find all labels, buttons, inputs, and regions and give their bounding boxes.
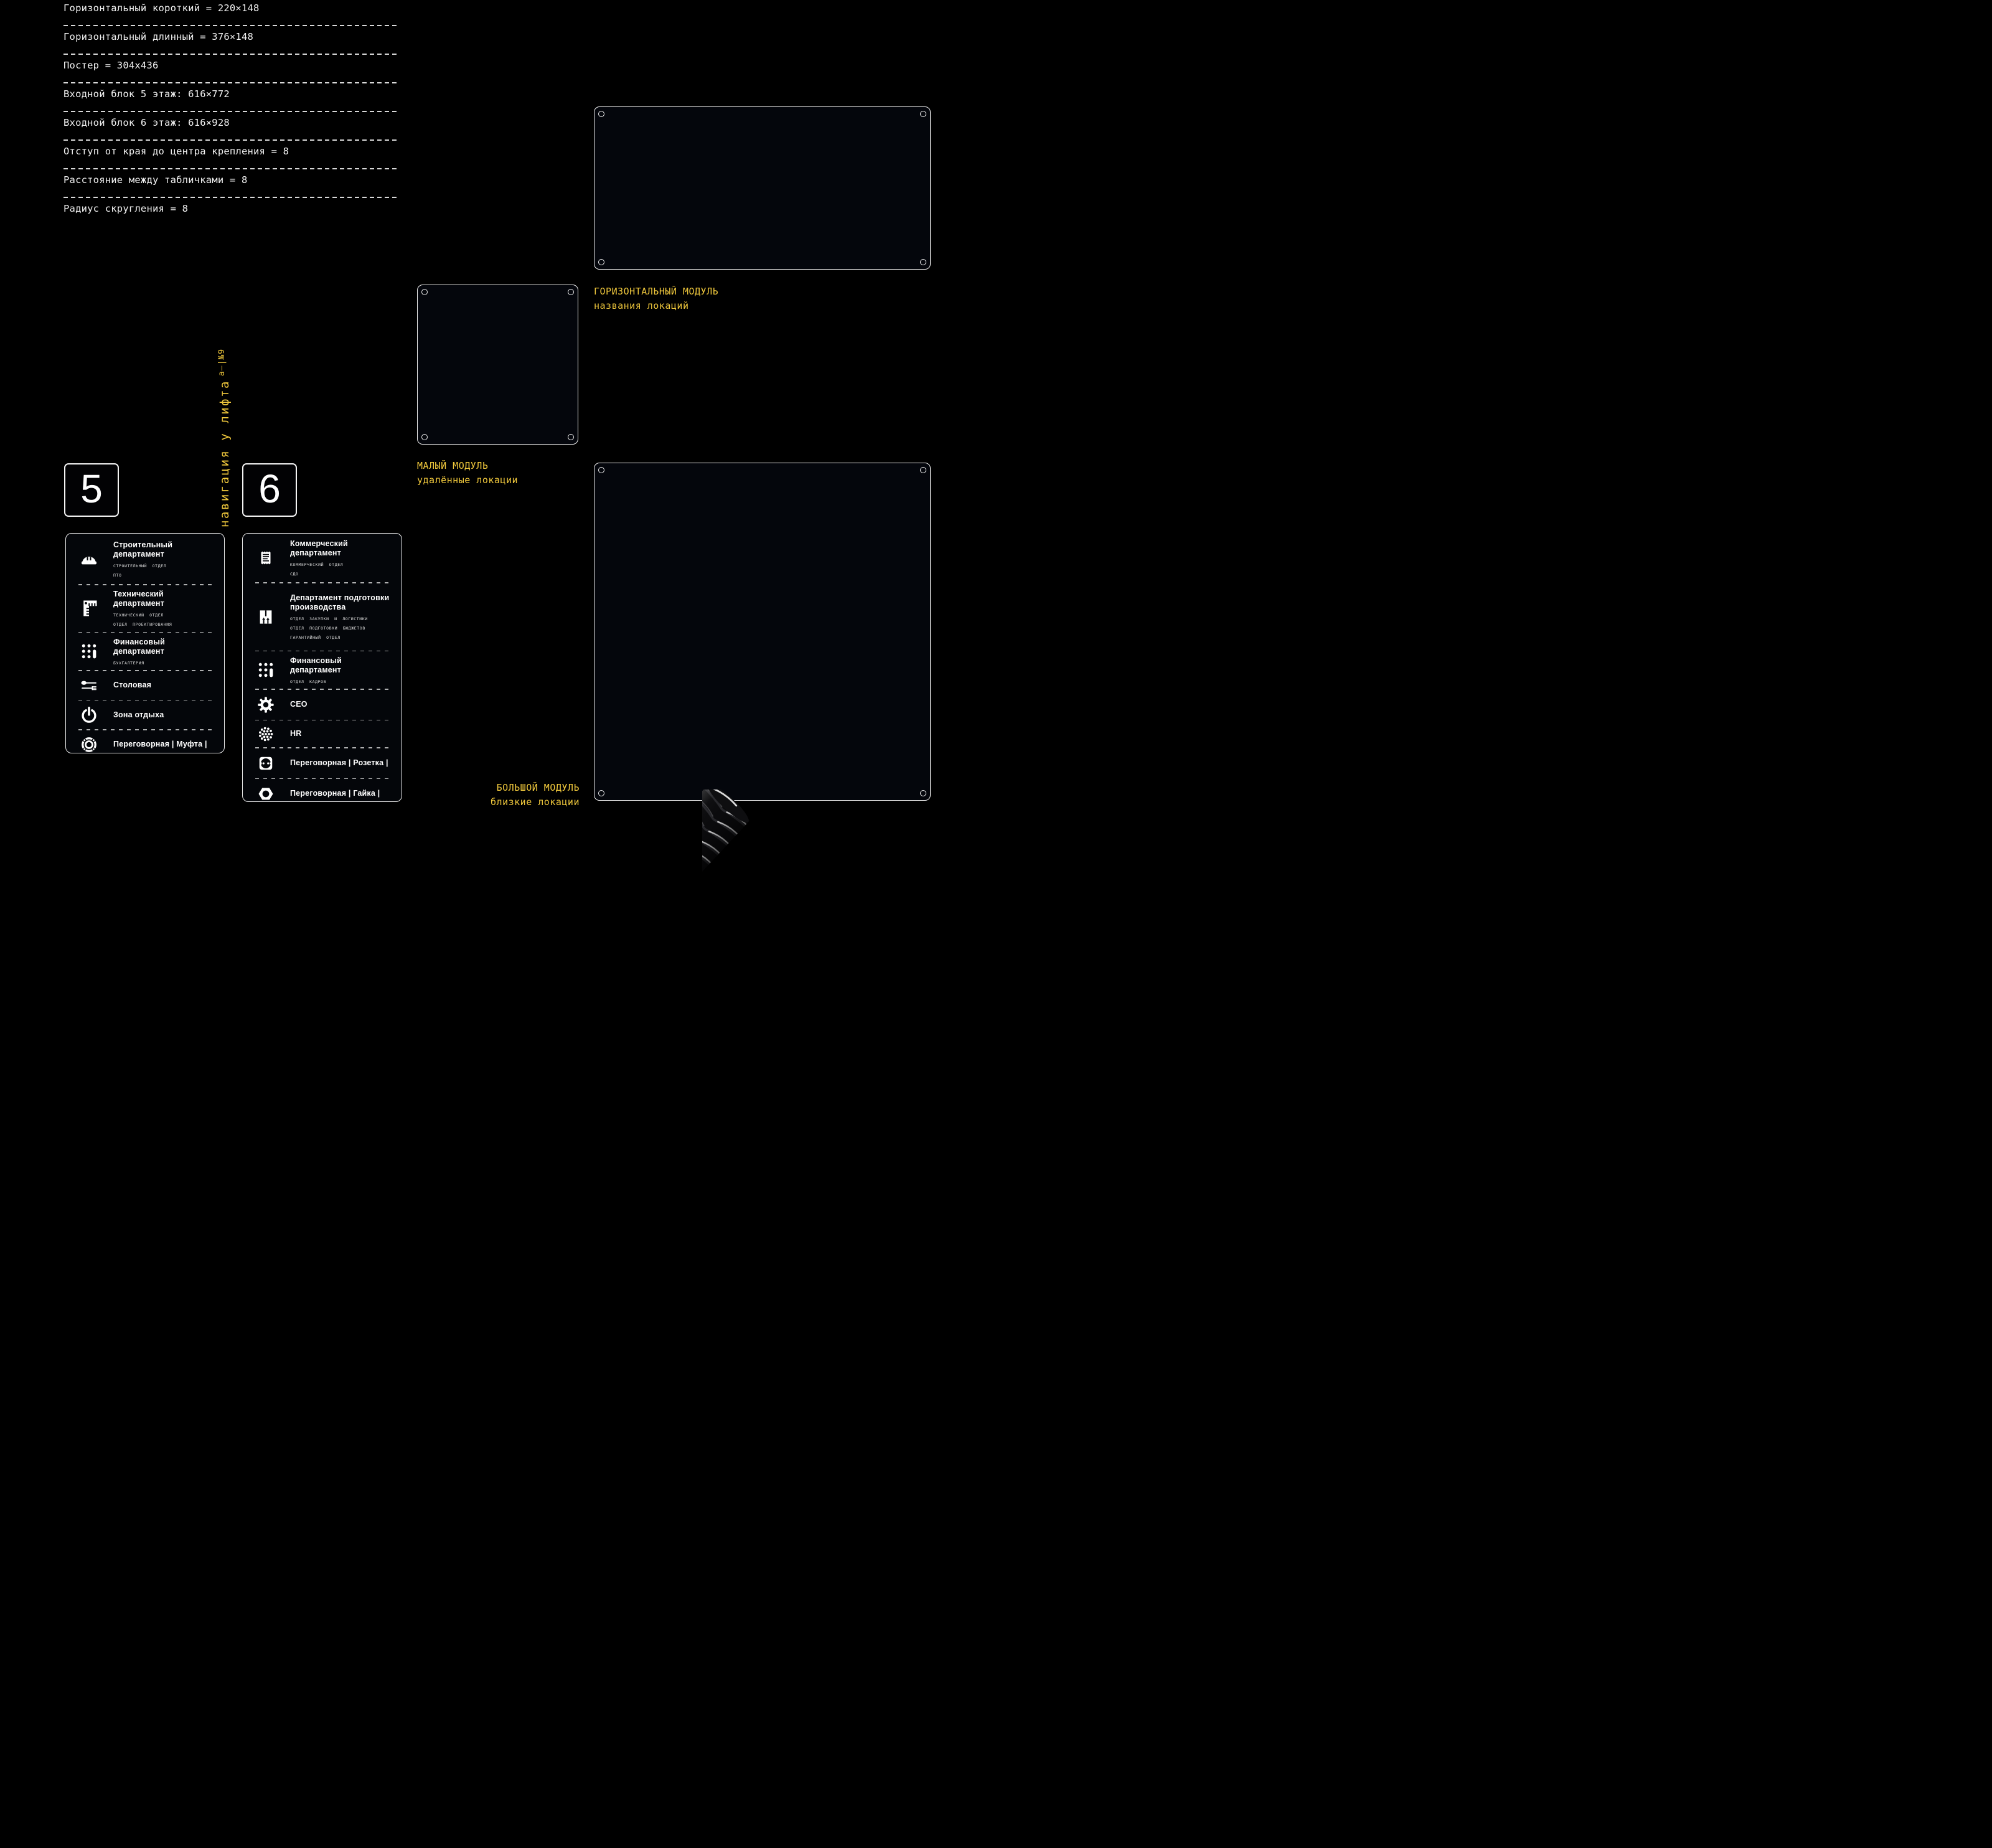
directory-title: Переговорная | Муфта | — [113, 740, 207, 748]
directory-row — [66, 633, 224, 670]
directory-row — [66, 585, 224, 632]
mounting-hole — [920, 259, 926, 265]
floor-plate-6 — [242, 463, 297, 517]
spec-line: Расстояние между табличками = 8 — [63, 174, 248, 186]
mounting-hole — [568, 434, 574, 440]
spec-line: Входной блок 5 этаж: 616×772 — [63, 88, 230, 100]
elevator-nav-label-text: навигация у лифта — [218, 380, 232, 527]
mounting-hole — [421, 289, 428, 295]
directory-row — [243, 690, 402, 720]
directory-sublabel: ПТО — [113, 572, 122, 578]
directory-sublabel: ОТДЕЛ ПОДГОТОВКИ БЮДЖЕТОВ — [290, 626, 365, 631]
hardhat-icon — [80, 550, 98, 568]
directory-row — [66, 534, 224, 584]
floor-plate-5 — [64, 463, 119, 517]
mounting-hole — [598, 111, 604, 117]
directory-sublabel: СДО — [290, 572, 299, 577]
directory-title: Зона отдыха — [113, 710, 164, 719]
directory-row — [66, 730, 224, 754]
mounting-hole — [568, 289, 574, 295]
directory-sublabel: ОТДЕЛ КАДРОВ — [290, 679, 327, 684]
dashed-separator — [63, 82, 400, 83]
power-icon — [80, 705, 98, 724]
directory-title: CEO — [290, 700, 308, 709]
directory-sublabel: БУХГАЛТЕРИЯ — [113, 660, 144, 666]
ruler-square-icon — [80, 599, 98, 618]
directory-row — [243, 534, 402, 582]
mounting-hole — [920, 467, 926, 473]
module-subtitle: близкие локации — [491, 796, 580, 808]
directory-row — [243, 651, 402, 689]
spec-line: Радиус скругления = 8 — [63, 203, 189, 214]
directory-title: Переговорная | Гайка | — [290, 789, 380, 798]
dashed-separator — [63, 139, 400, 141]
directory-row — [243, 583, 402, 651]
abacus-icon — [256, 661, 275, 679]
directory-title: Финансовый департамент — [290, 656, 342, 674]
spec-line: Постер = 304x436 — [63, 60, 159, 71]
directory-sublabel: КОММЕРЧЕСКИЙ ОТДЕЛ — [290, 562, 344, 567]
mounting-hole — [598, 259, 604, 265]
directory-title: Коммерческий департамент — [290, 539, 348, 557]
cutlery-icon — [80, 676, 98, 695]
plate-number: 6 — [258, 466, 281, 511]
dashed-separator — [63, 25, 400, 26]
mounting-hole — [421, 434, 428, 440]
receipt-icon — [256, 549, 275, 567]
directory-row — [243, 748, 402, 778]
directory-title: Технический департамент — [113, 590, 165, 608]
directory-title: Переговорная | Розетка | — [290, 758, 388, 767]
mounting-hole — [598, 790, 604, 796]
dashed-separator — [63, 168, 400, 169]
directory-sublabel: ТЕХНИЧЕСКИЙ ОТДЕЛ — [113, 613, 164, 618]
floor5-directory-panel — [65, 533, 225, 753]
dashed-separator — [63, 111, 400, 112]
directory-sublabel: ОТДЕЛ ПРОЕКТИРОВАНИЯ — [113, 622, 172, 627]
module-subtitle: названия локаций — [594, 300, 689, 311]
directory-title: Финансовый департамент — [113, 637, 166, 656]
people-dots-icon — [256, 725, 275, 743]
directory-title: Строительный департамент — [113, 540, 173, 559]
dashed-separator — [63, 197, 400, 198]
design-spec-canvas — [0, 0, 996, 924]
module-subtitle: удалённые локации — [417, 474, 519, 486]
directory-row — [66, 700, 224, 729]
directory-row — [243, 779, 402, 802]
spec-line: Отступ от края до центра крепления = 8 — [63, 146, 289, 157]
module-title: МАЛЫЙ МОДУЛЬ — [417, 460, 489, 471]
module-label-horizontal — [594, 286, 718, 312]
module-label-small — [417, 460, 518, 486]
directory-title: HR — [290, 729, 302, 738]
module-outline-horizontal — [594, 106, 931, 270]
directory-title: Столовая — [113, 681, 152, 689]
spec-line: Горизонтальный короткий = 220×148 — [63, 2, 260, 14]
module-title: БОЛЬШОЙ МОДУЛЬ — [496, 782, 580, 793]
directory-title: Департамент подготовки производства — [290, 593, 390, 611]
nut-icon — [256, 785, 275, 803]
coupling-icon — [80, 735, 98, 754]
module-outline-large — [594, 463, 931, 801]
mounting-hole — [598, 467, 604, 473]
spec-list — [63, 2, 400, 225]
spec-line: Входной блок 6 этаж: 616×928 — [63, 117, 230, 128]
directory-row — [66, 671, 224, 700]
socket-icon — [256, 754, 275, 773]
package-icon — [256, 608, 275, 626]
mounting-hole — [920, 790, 926, 796]
elevator-nav-label — [215, 343, 234, 527]
plate-number: 5 — [80, 466, 103, 511]
directory-sublabel: ГАРАНТИЙНЫЙ ОТДЕЛ — [290, 635, 341, 640]
module-outline-small — [417, 285, 578, 445]
abacus-icon — [80, 642, 98, 661]
directory-row — [243, 720, 402, 747]
elevator-nav-label-superscript: а–|№9 — [217, 348, 227, 377]
gear-icon — [256, 695, 275, 714]
directory-sublabel: СТРОИТЕЛЬНЫЙ ОТДЕЛ — [113, 563, 167, 568]
module-title: ГОРИЗОНТАЛЬНЫЙ МОДУЛЬ — [594, 286, 719, 297]
floor6-directory-panel — [242, 533, 402, 802]
mounting-hole — [920, 111, 926, 117]
directory-sublabel: ОТДЕЛ ЗАКУПКИ И ЛОГИСТИКИ — [290, 616, 368, 621]
dashed-separator — [63, 54, 400, 55]
bolt-render-3d — [702, 790, 908, 924]
module-label-large — [424, 782, 580, 808]
spec-line: Горизонтальный длинный = 376×148 — [63, 31, 254, 42]
